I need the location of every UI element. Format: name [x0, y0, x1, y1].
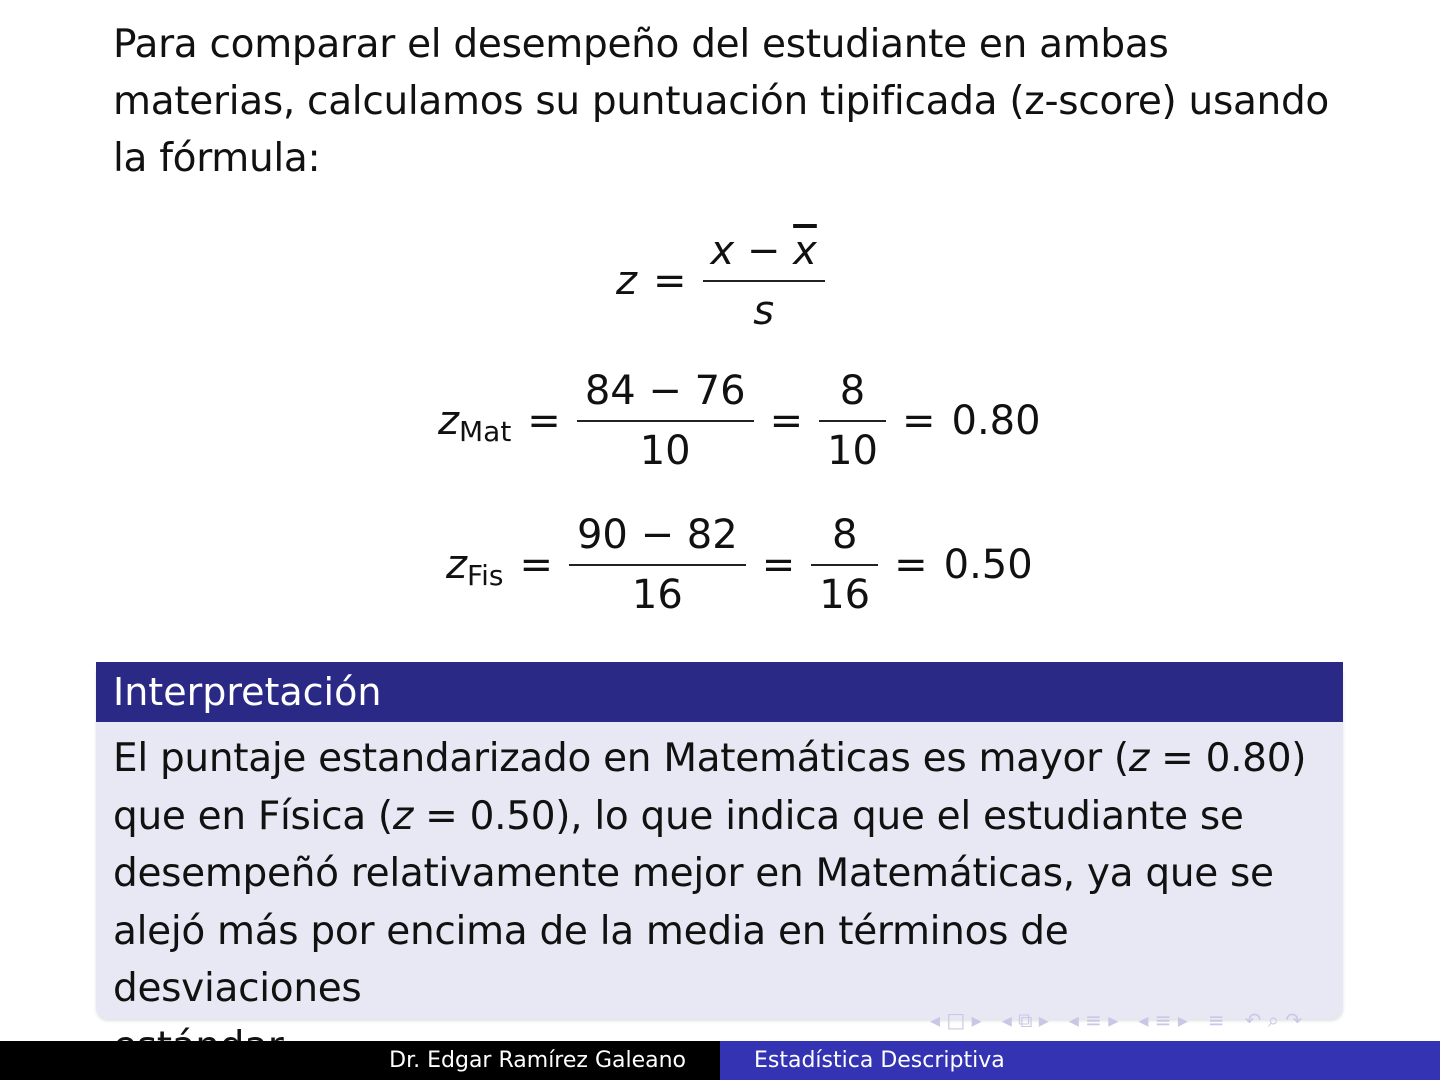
- formula-lhs: z: [616, 258, 637, 304]
- subscript-mat: Mat: [459, 414, 512, 448]
- z-var: z: [1128, 736, 1149, 781]
- fraction-2: [815, 512, 874, 618]
- footer-author: Dr. Edgar Ramírez Galeano: [0, 1041, 720, 1080]
- denominator-s: s: [703, 280, 825, 334]
- formula-fraction: [707, 228, 821, 334]
- footer: [0, 1041, 1440, 1080]
- equals-sign: =: [527, 398, 561, 444]
- numerator-x: x: [710, 228, 735, 274]
- z-var: z: [392, 793, 414, 839]
- equals-sign: =: [894, 542, 928, 588]
- equation-z-mat: [438, 368, 1041, 474]
- block-line-3: desempeñó relativamente mejor en Matemáticas, ya que se: [113, 851, 1274, 896]
- nav-document-icon[interactable]: ◂ ≡ ▸: [1138, 1008, 1188, 1032]
- text: = 0.80): [1149, 736, 1307, 781]
- nav-back-search-forward-icon[interactable]: ↶ ⌕ ↷: [1244, 1008, 1303, 1032]
- result-value: 0.80: [951, 398, 1041, 444]
- block-line-4: alejó más por encima de la media en términos de desviaciones: [113, 908, 1069, 1011]
- numerator: 90 − 82: [576, 512, 738, 558]
- block-line-1: [113, 730, 1326, 788]
- denominator: 10: [819, 420, 886, 474]
- equation-z-fis: [446, 512, 1033, 618]
- z-var: z: [438, 398, 459, 444]
- subscript-fis: Fis: [467, 558, 504, 592]
- numerator-xbar: $\overline{x}$: [793, 228, 817, 274]
- footer-course: Estadística Descriptiva: [720, 1041, 1440, 1080]
- formula-general: [616, 228, 825, 334]
- beamer-navigation: [930, 1008, 1302, 1032]
- denominator: 16: [569, 564, 746, 618]
- numerator-minus: −: [746, 228, 781, 274]
- numerator: 8: [831, 512, 858, 558]
- text: El puntaje estandarizado en Matemáticas es mayor (: [113, 736, 1129, 781]
- text: que en Física (: [113, 793, 393, 839]
- intro-paragraph: Para comparar el desempeño del estudiante en ambas materias, calculamos su puntuación tipificada (z-score) usando la fórmula:: [113, 22, 1329, 181]
- nav-section-icon[interactable]: ◂ ≡ ▸: [1068, 1008, 1119, 1032]
- numerator: 8: [839, 368, 866, 414]
- numerator: 84 − 76: [584, 368, 746, 414]
- result-value: 0.50: [943, 542, 1033, 588]
- interpretation-block: [96, 662, 1343, 1019]
- equals-sign: =: [769, 398, 804, 444]
- text: = 0.50), lo que indica que el estudiante se: [413, 793, 1244, 839]
- z-var: z: [446, 542, 467, 588]
- nav-frame-icon[interactable]: ◂ □ ▸: [930, 1008, 982, 1032]
- equals-sign: =: [519, 542, 553, 588]
- equals-sign: =: [653, 258, 687, 304]
- fraction-1: [573, 512, 742, 618]
- denominator: 10: [577, 420, 754, 474]
- nav-subsection-icon[interactable]: ◂ ⧉ ▸: [1001, 1008, 1049, 1032]
- equals-sign: =: [901, 398, 936, 444]
- nav-toc-icon[interactable]: ≡: [1207, 1008, 1225, 1032]
- equals-sign: =: [761, 542, 796, 588]
- denominator: 16: [811, 564, 878, 618]
- block-title: Interpretación: [96, 662, 1343, 722]
- block-line-2: [113, 788, 1326, 846]
- fraction-1: [581, 368, 750, 474]
- fraction-2: [823, 368, 882, 474]
